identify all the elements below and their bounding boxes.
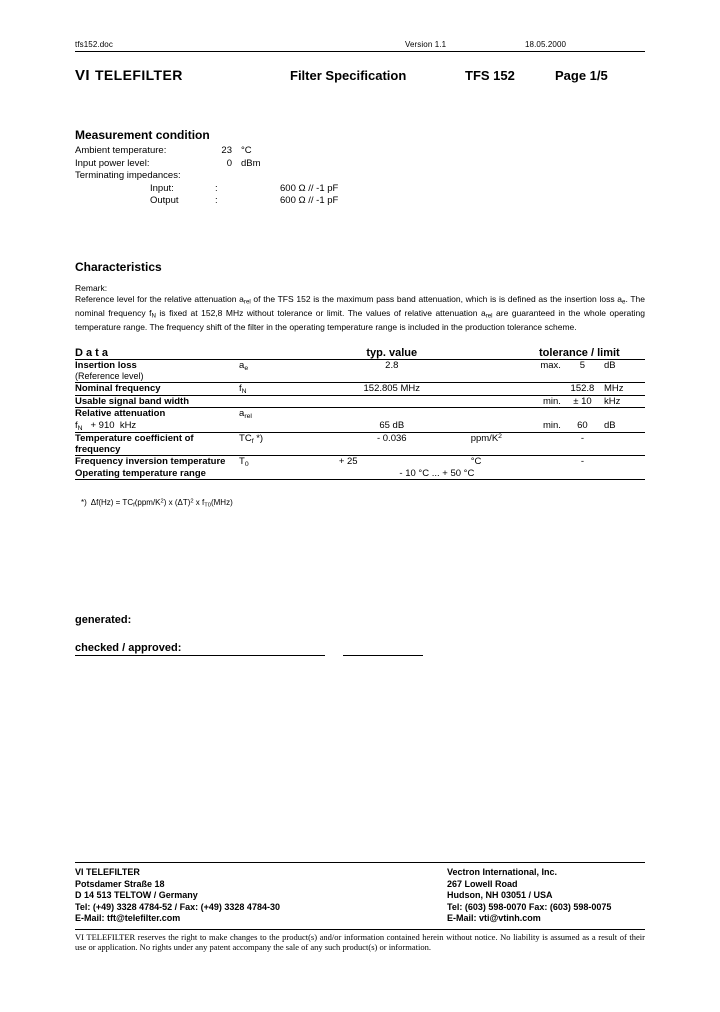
impedance-input-value: 600 Ω // -1 pF bbox=[280, 182, 339, 194]
table-header-typ-value: typ. value bbox=[366, 347, 418, 360]
header-date: 18.05.2000 bbox=[525, 40, 567, 49]
row-qualifier: min. bbox=[542, 396, 561, 408]
ambient-temperature-value: 23 bbox=[221, 145, 232, 156]
impedance-input-row bbox=[75, 183, 645, 196]
row-qualifier bbox=[514, 383, 561, 395]
row-tolerance-unit bbox=[604, 468, 645, 479]
row-typ-value: 152.805 MHz bbox=[363, 383, 421, 395]
impedance-output-label: Output bbox=[150, 195, 179, 206]
table-row bbox=[75, 360, 645, 383]
row-label-fn-offset: $f_N + 910$ kHz bbox=[75, 420, 137, 433]
page-title: Filter Specification bbox=[290, 68, 407, 83]
row-label-temp-coefficient: Temperature coefficient of frequency bbox=[75, 433, 194, 456]
table-row bbox=[75, 396, 645, 408]
table-rule bbox=[75, 479, 645, 480]
table-footnote: *) $\Delta f(Hz) = TC_f(ppm/K^2)$ x $(\Delta T)^2$ x $f_{T0}(MHz)$ bbox=[81, 498, 233, 509]
terminating-impedances-row bbox=[75, 170, 645, 183]
footer-left-email[interactable]: E-Mail: tft@telefilter.com bbox=[75, 913, 181, 923]
table-header-row bbox=[75, 347, 645, 359]
row-typ-unit bbox=[471, 396, 514, 408]
ambient-temperature-row bbox=[75, 145, 645, 158]
specification-table bbox=[75, 347, 645, 480]
characteristics-section bbox=[75, 260, 645, 509]
row-typ-unit bbox=[471, 420, 514, 432]
row-typ-unit: °C bbox=[470, 456, 482, 468]
row-qualifier: max. bbox=[540, 360, 561, 372]
row-label-operating-range: Operating temperature range bbox=[75, 468, 206, 480]
row-symbol: $TC_f$ *) bbox=[239, 433, 264, 446]
row-typ-unit bbox=[471, 383, 514, 395]
row-name: Insertion loss bbox=[75, 360, 137, 372]
checked-approved-label: checked / approved: bbox=[75, 642, 325, 656]
characteristics-heading: Characteristics bbox=[75, 259, 162, 274]
header-version: Version 1.1 bbox=[405, 40, 447, 49]
row-typ-unit bbox=[471, 360, 514, 383]
table-header-data: D a t a bbox=[75, 347, 109, 360]
table-header-symbol bbox=[239, 347, 313, 359]
row-tolerance: 5 bbox=[579, 360, 586, 372]
impedance-output-value: 600 Ω // -1 pF bbox=[280, 195, 339, 206]
footer-left-phone: Tel: (+49) 3328 4784-52 / Fax: (+49) 3328 4784-30 bbox=[75, 901, 280, 912]
document-footer bbox=[75, 862, 645, 953]
row-tolerance-unit: MHz bbox=[603, 383, 624, 395]
row-typ-value: 2.8 bbox=[385, 360, 399, 372]
company-logo bbox=[75, 67, 290, 84]
row-tolerance: - bbox=[580, 433, 585, 445]
row-qualifier bbox=[514, 456, 561, 468]
page-number: Page 1/5 bbox=[555, 68, 608, 83]
row-label-usable-bandwidth: Usable signal band width bbox=[75, 396, 190, 408]
footer-left-city: D 14 513 TELTOW / Germany bbox=[75, 890, 198, 900]
signature-section bbox=[75, 614, 645, 656]
table-row bbox=[75, 468, 645, 479]
row-symbol: $a_e$ bbox=[239, 360, 249, 373]
footer-left-street: Potsdamer Straße 18 bbox=[75, 878, 165, 889]
footer-address-vectron bbox=[447, 867, 645, 925]
input-power-value: 0 bbox=[226, 157, 232, 169]
impedance-output-colon: : bbox=[215, 195, 218, 206]
row-qualifier bbox=[514, 433, 561, 456]
row-qualifier: min. bbox=[542, 420, 561, 432]
input-power-unit: dBm bbox=[241, 157, 261, 169]
legal-disclaimer: VI TELEFILTER reserves the right to make changes to the product(s) and/or information contained herein without notice. No liability is assumed as a result of their use or application. No rights under any patent accompany the sale of any such product(s) or information. bbox=[75, 929, 645, 953]
document-header bbox=[75, 40, 645, 52]
impedance-input-label: Input: bbox=[150, 182, 174, 194]
title-row bbox=[75, 67, 645, 84]
terminating-impedances-label: Terminating impedances: bbox=[75, 170, 181, 181]
remark-text: Reference level for the relative attenuation $a_{rel}$ of the TFS 152 is the maximum pass band attenuation, which is is defined as the insertion loss $a_e$. The nominal frequency $f_N$ is fixed at 152,8 MHz without tolerance or limit. The values of relative attenuation $a_{rel}$ are guaranteed in the whole operating temperature range. The frequency shift of the filter in the operating temperature range is included in the production tolerance scheme. bbox=[75, 293, 646, 332]
input-power-label: Input power level: bbox=[75, 157, 150, 169]
footer-columns bbox=[75, 863, 645, 925]
remark-label: Remark: bbox=[75, 282, 108, 293]
measurement-condition-heading: Measurement condition bbox=[75, 128, 210, 142]
row-tolerance-unit bbox=[604, 433, 645, 456]
footer-right-city: Hudson, NH 03051 / USA bbox=[447, 890, 553, 900]
row-typ-unit: ppm/$K^2$ bbox=[470, 433, 502, 445]
page-content bbox=[75, 40, 645, 656]
measurement-condition-section bbox=[75, 128, 645, 208]
ambient-temperature-label: Ambient temperature: bbox=[75, 145, 167, 156]
row-symbol bbox=[239, 420, 313, 432]
ambient-temperature-unit: °C bbox=[241, 145, 252, 156]
row-tolerance: 60 bbox=[577, 420, 588, 432]
row-tolerance: 152.8 bbox=[570, 383, 595, 395]
row-label-inversion-temp: Frequency inversion temperature bbox=[75, 456, 226, 468]
row-symbol bbox=[239, 396, 313, 408]
footer-left-company: VI TELEFILTER bbox=[75, 867, 140, 877]
table-row bbox=[75, 456, 645, 468]
logo-vi-mark: VI bbox=[75, 67, 90, 84]
row-typ-value: + 25 bbox=[338, 456, 358, 468]
row-tolerance-unit bbox=[604, 456, 645, 468]
row-typ-value: - 0.036 bbox=[376, 433, 407, 445]
footer-right-company: Vectron International, Inc. bbox=[447, 867, 558, 877]
row-label-nominal-frequency: Nominal frequency bbox=[75, 383, 161, 395]
row-tolerance: ± 10 bbox=[573, 396, 592, 408]
table-row bbox=[75, 383, 645, 395]
impedance-input-colon: : bbox=[215, 182, 218, 194]
table-row bbox=[75, 408, 645, 420]
model-number: TFS 152 bbox=[465, 68, 515, 83]
signature-date-line bbox=[343, 644, 423, 656]
row-subname: (Reference level) bbox=[75, 371, 144, 382]
generated-label: generated: bbox=[75, 613, 132, 626]
row-tolerance-unit: dB bbox=[603, 420, 616, 432]
checked-approved-row bbox=[75, 642, 645, 656]
row-symbol: $a_{rel}$ bbox=[239, 408, 252, 421]
impedance-output-row bbox=[75, 195, 645, 208]
row-tolerance-unit: dB bbox=[603, 360, 616, 372]
row-typ-value bbox=[313, 396, 471, 408]
row-typ-value: 65 dB bbox=[379, 420, 405, 432]
footer-right-phone: Tel: (603) 598-0070 Fax: (603) 598-0075 bbox=[447, 901, 612, 912]
logo-telefilter-text: TELEFILTER bbox=[94, 67, 183, 83]
header-filename: tfs152.doc bbox=[75, 40, 113, 49]
table-header-tolerance: tolerance / limit bbox=[539, 347, 620, 360]
row-symbol: $T_0$ bbox=[239, 456, 249, 469]
row-tolerance-unit: kHz bbox=[603, 396, 621, 408]
footer-right-street: 267 Lowell Road bbox=[447, 878, 518, 889]
footer-address-telefilter bbox=[75, 867, 447, 925]
row-typ-value: - 10 °C ... + 50 °C bbox=[399, 468, 475, 480]
row-symbol bbox=[239, 468, 313, 479]
row-tolerance: - bbox=[580, 456, 585, 468]
row-tolerance bbox=[561, 468, 604, 479]
row-label-insertion-loss bbox=[75, 360, 239, 383]
input-power-row bbox=[75, 158, 645, 171]
row-label-relative-attenuation: Relative attenuation bbox=[75, 408, 166, 420]
footer-right-email[interactable]: E-Mail: vti@vtinh.com bbox=[447, 913, 541, 923]
table-row bbox=[75, 420, 645, 432]
table-row bbox=[75, 433, 645, 456]
row-symbol: $f_N$ bbox=[239, 383, 247, 396]
